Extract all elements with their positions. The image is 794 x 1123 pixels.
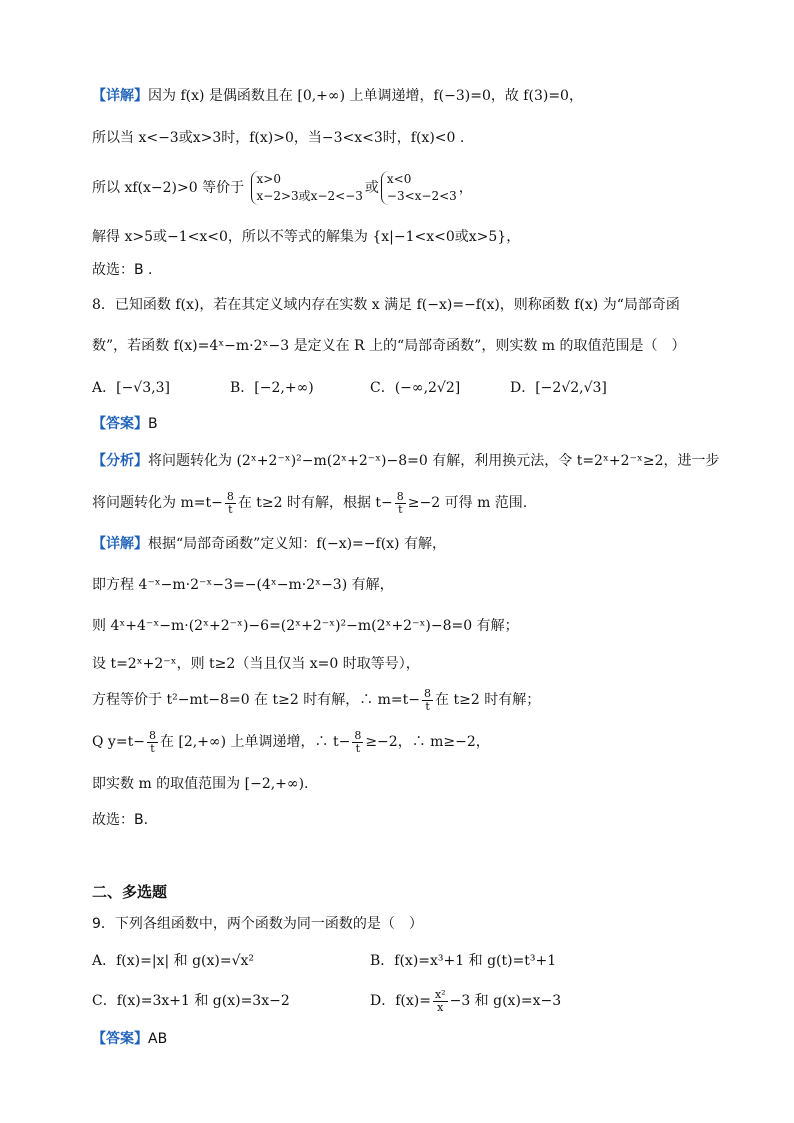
inequality-system-1 (251, 171, 363, 205)
system-row: x<0 (386, 172, 412, 186)
text: 8．已知函数 f(x)，若在其定义域内存在实数 x 满足 f(−x)=−f(x)，则称函数 f(x) 为“局部奇函 (92, 297, 680, 313)
fraction (147, 730, 158, 755)
inequality-system-2 (381, 171, 457, 205)
q9-option-d (370, 986, 561, 1016)
q8-option-d: D．[−2√2,√3] (510, 380, 607, 396)
detail-q8-line-3 (92, 616, 519, 636)
text: 方程等价于 t²−mt−8=0 在 t≥2 时有解，∴ m=t− (92, 692, 421, 708)
fraction (422, 688, 433, 713)
q9-option-a: A．f(x)=|x| 和 g(x)=√x² (92, 953, 255, 969)
text: 故选：B . (92, 262, 153, 278)
detail-q8-line-7 (92, 774, 308, 794)
detail-line-1 (92, 86, 583, 106)
text: 所以当 x<−3或x>3时，f(x)>0，当−3<x<3时，f(x)<0 . (92, 130, 465, 146)
detail-line-5 (92, 260, 153, 280)
text: 所以 xf(x−2)>0 等价于 (92, 180, 245, 196)
denominator: t (228, 502, 233, 516)
text: −3 和 g(x)=x−3 (449, 993, 562, 1009)
text: 根据“局部奇函数”定义知：f(−x)=−f(x) 有解， (148, 536, 446, 552)
fraction (225, 491, 236, 516)
numerator: 8 (226, 489, 234, 503)
analysis-line-1 (92, 451, 720, 471)
detail-q8-line-1 (92, 534, 446, 554)
denominator: t (355, 741, 361, 755)
text: B (148, 416, 158, 432)
detail-q8-line-6 (92, 727, 490, 757)
detail-line-3 (92, 170, 473, 206)
text: 因为 f(x) 是偶函数且在 [0,+∞) 上单调递增，f(−3)=0，故 f(3)=0， (148, 88, 583, 104)
fraction (352, 730, 363, 755)
q9-stem (92, 914, 423, 934)
numerator: 8 (396, 489, 404, 503)
q9-option-b: B．f(x)=x³+1 和 g(t)=t³+1 (370, 953, 557, 969)
denominator: t (425, 699, 430, 713)
fraction (433, 989, 448, 1014)
system-row: −3<x−2<3 (386, 189, 457, 203)
detail-q8-line-2 (92, 575, 394, 595)
system-row: x>0 (256, 172, 281, 186)
numerator: 8 (354, 728, 362, 742)
numerator: 8 (424, 686, 432, 700)
text: 在 t≥2 时有解； (435, 692, 541, 708)
q8-stem-line-1 (92, 295, 680, 315)
text: 数”，若函数 f(x)=4ˣ−m·2ˣ−3 是定义在 R 上的“局部奇函数”，则实数 m 的取值范围是（ ） (92, 338, 686, 354)
detail-tag: 【详解】 (92, 536, 148, 552)
answer-tag: 【答案】 (92, 416, 148, 432)
text: 在 [2,+∞) 上单调递增，∴ t− (159, 734, 351, 750)
detail-tag: 【详解】 (92, 88, 148, 104)
analysis-line-2 (92, 488, 527, 518)
text: 在 t≥2 时有解，根据 t− (237, 495, 393, 511)
denominator: t (398, 502, 403, 516)
text: 将问题转化为 m=t− (92, 495, 223, 511)
numerator: x² (434, 987, 446, 1001)
text: ≥−2，∴ m≥−2， (365, 734, 490, 750)
text: 或 (364, 180, 379, 196)
q9-option-c: C．f(x)=3x+1 和 g(x)=3x−2 (92, 993, 290, 1009)
text: Q y=t− (92, 734, 145, 750)
text: 即方程 4⁻ˣ−m·2⁻ˣ−3=−(4ˣ−m·2ˣ−3) 有解， (92, 577, 394, 593)
text: ， (458, 180, 473, 196)
text: 9．下列各组函数中，两个函数为同一函数的是（ ） (92, 916, 423, 932)
text: ≥−2 可得 m 范围. (407, 495, 528, 511)
detail-q8-line-4 (92, 654, 420, 674)
fraction (395, 491, 406, 516)
detail-q8-line-5 (92, 685, 540, 715)
text: 设 t=2ˣ+2⁻ˣ，则 t≥2（当且仅当 x=0 时取等号）， (92, 656, 420, 672)
text: 解得 x>5或−1<x<0，所以不等式的解集为 {x|−1<x<0或x>5}， (92, 229, 521, 245)
detail-q8-line-8 (92, 810, 148, 830)
q8-option-a: A．[−√3,3] (92, 380, 170, 396)
detail-line-4 (92, 227, 520, 247)
numerator: 8 (148, 728, 156, 742)
detail-line-2 (92, 128, 464, 148)
answer-tag: 【答案】 (92, 1031, 148, 1047)
denominator: x (437, 1000, 444, 1014)
answer-value: AB (148, 1031, 168, 1047)
denominator: t (150, 741, 155, 755)
q8-stem-line-2 (92, 336, 686, 356)
text: D．f(x)= (370, 993, 431, 1009)
text: 则 4ˣ+4⁻ˣ−m·(2ˣ+2⁻ˣ)−6=(2ˣ+2⁻ˣ)²−m(2ˣ+2⁻ˣ)−8=0 有解； (92, 618, 519, 634)
text: 即实数 m 的取值范围为 [−2,+∞). (92, 776, 309, 792)
text: 将问题转化为 (2ˣ+2⁻ˣ)²−m(2ˣ+2⁻ˣ)−8=0 有解，利用换元法，令 t=2ˣ+2⁻ˣ≥2，进一步 (148, 453, 720, 469)
q9-answer-line (92, 1029, 167, 1049)
analysis-tag: 【分析】 (92, 453, 148, 469)
system-row: x−2>3或x−2<−3 (256, 189, 363, 203)
section-heading: 二、多选题 (92, 883, 168, 901)
q8-option-b: B．[−2,+∞) (230, 380, 314, 396)
text: 故选：B. (92, 812, 149, 828)
answer-line (92, 414, 158, 434)
q8-option-c: C．(−∞,2√2] (370, 380, 461, 396)
